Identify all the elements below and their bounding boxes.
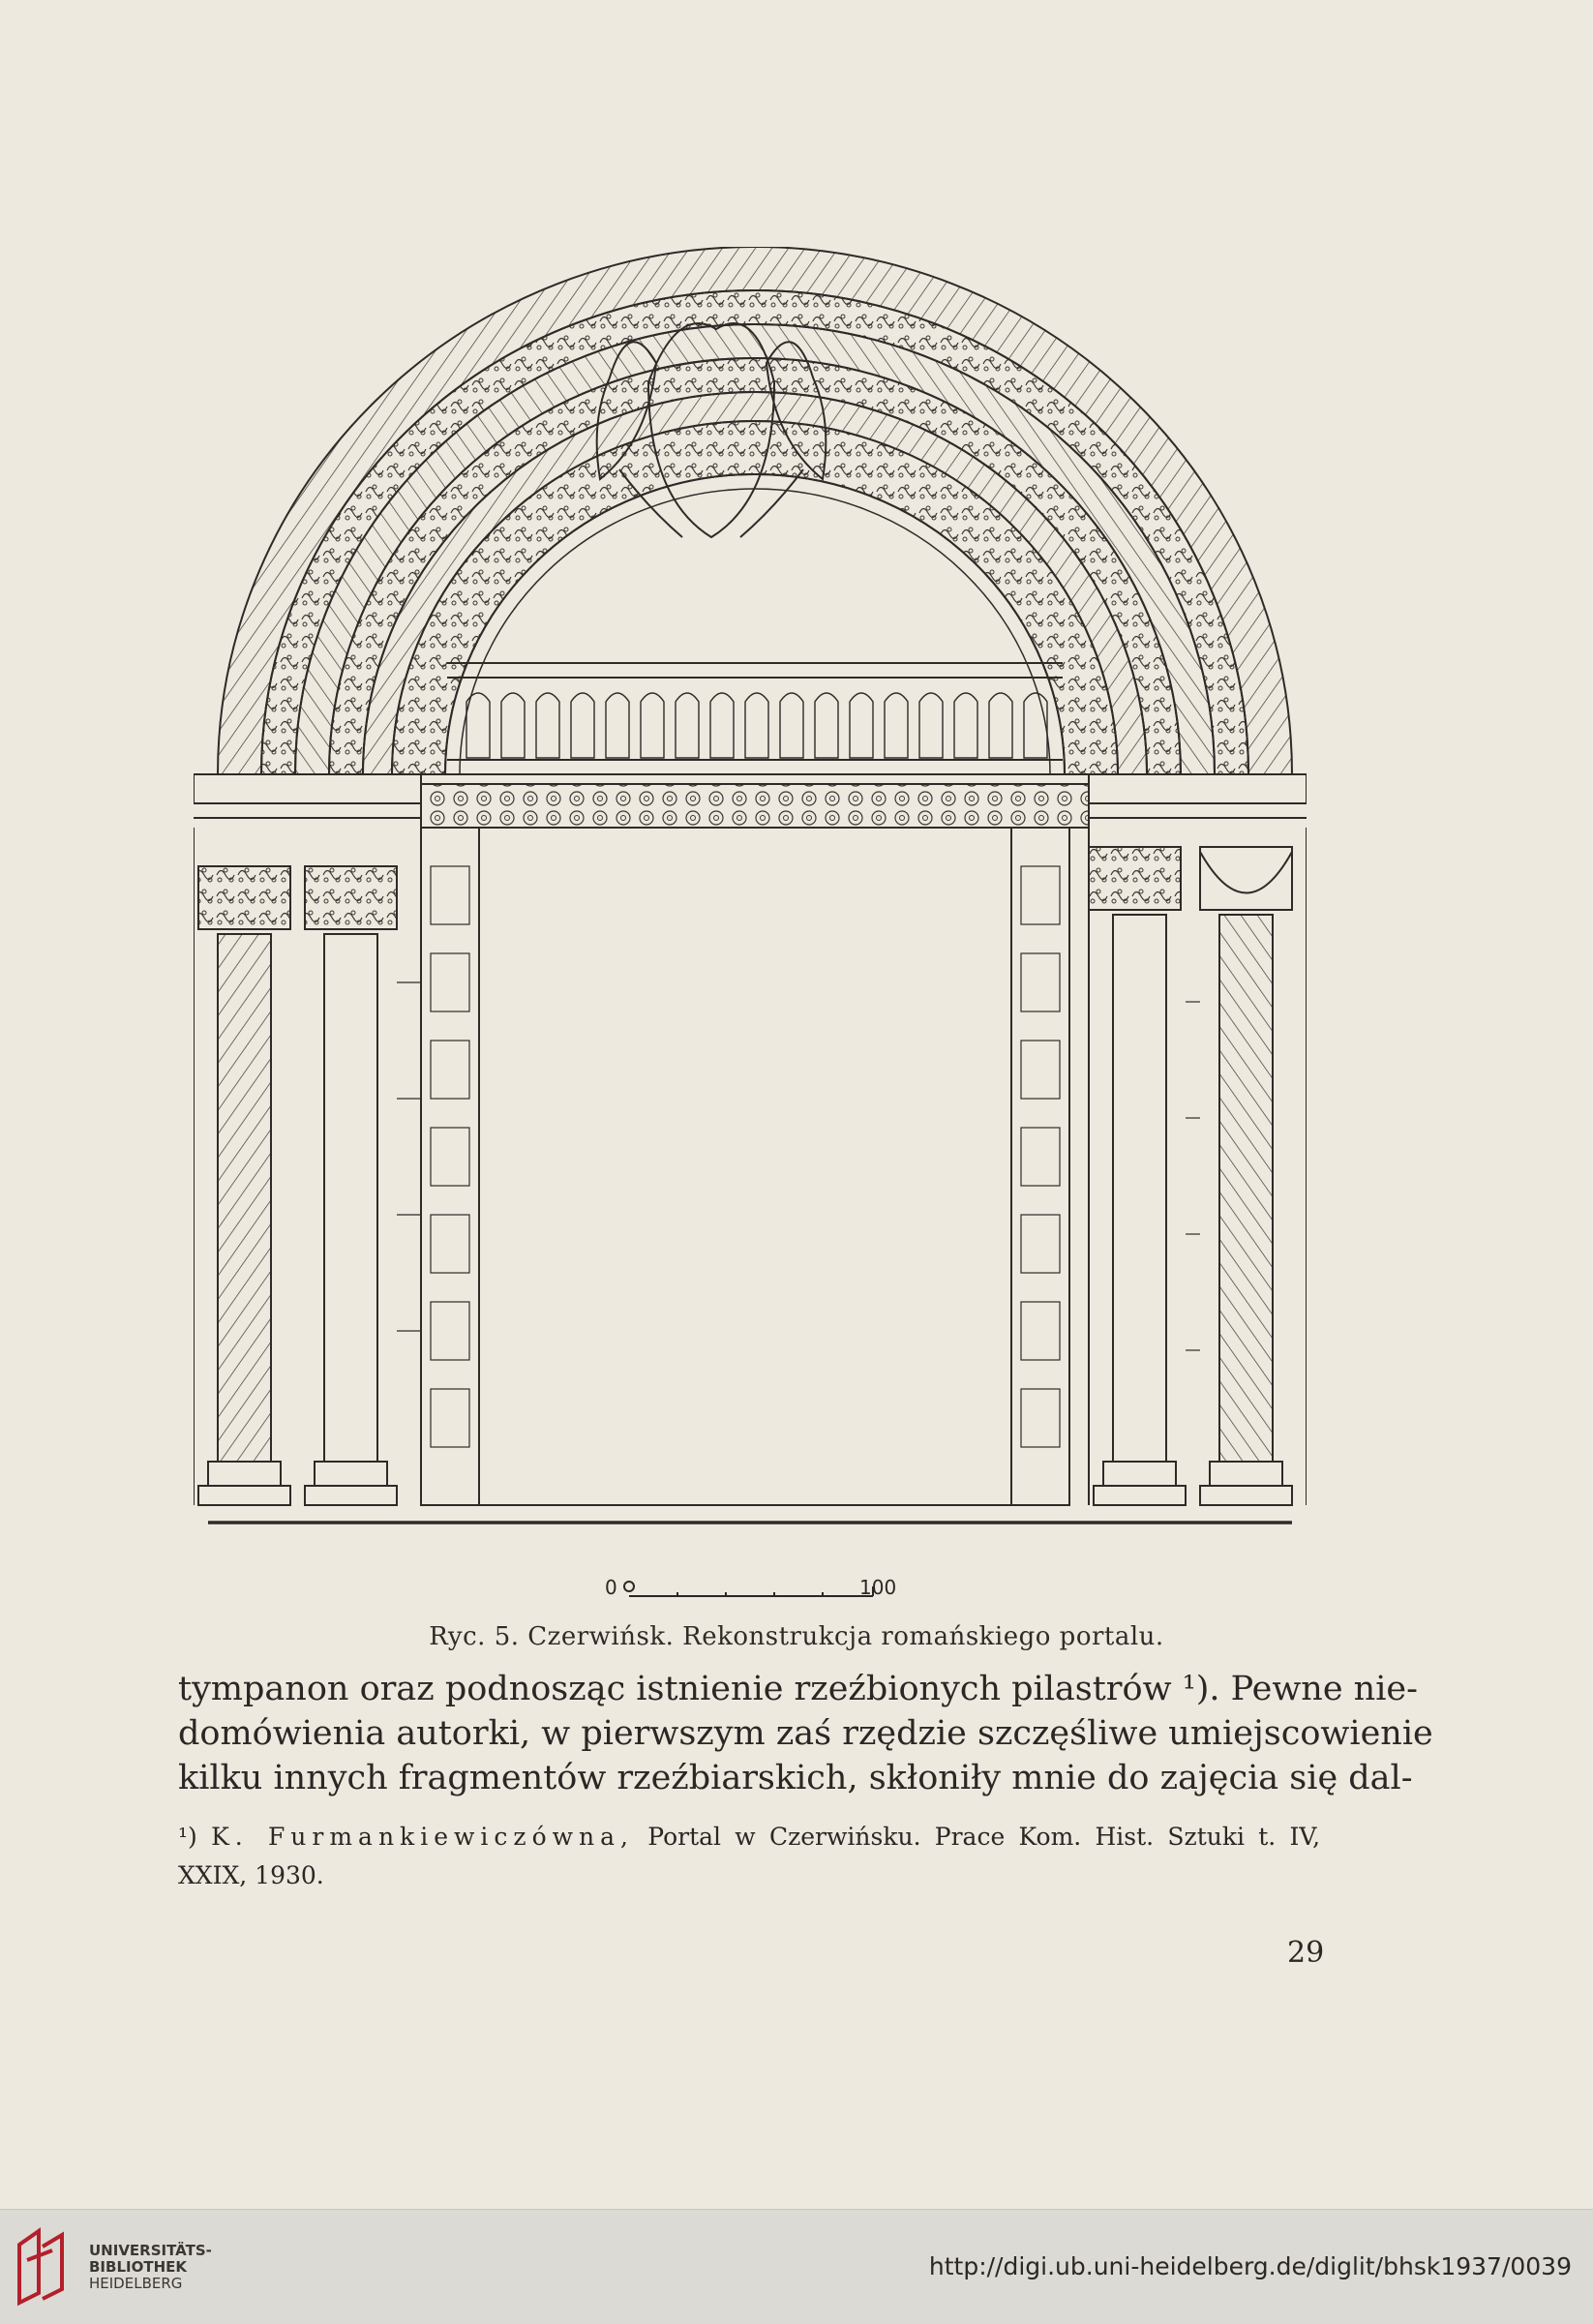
page-number: 29 (1287, 1936, 1325, 1970)
library-name (89, 2243, 212, 2292)
figure-caption: Ryc. 5. Czerwińsk. Rekonstrukcja romańskiego portalu. (429, 1622, 1164, 1651)
library-name-line: BIBLIOTHEK (89, 2258, 187, 2276)
scale-start-label: 0 (605, 1576, 617, 1599)
footnote-marker: ¹) (178, 1823, 197, 1851)
footnote-author: K. Furmankiewiczówna, (211, 1823, 634, 1851)
footnote-line (178, 1818, 1320, 1856)
body-line: tympanon oraz podnosząc istnienie rzeźbionych pilastrów ¹). Pewne nie- (178, 1670, 1418, 1708)
library-footer-bar (0, 2209, 1593, 2324)
portal-drawing (194, 247, 1307, 1544)
source-url[interactable]: http://digi.ub.uni-heidelberg.de/diglit/bhsk1937/0039 (928, 2252, 1572, 2280)
footnote (178, 1818, 1320, 1895)
library-logo-icon (14, 2225, 72, 2307)
body-line: kilku innych fragmentów rzeźbiarskich, skłoniły mnie do zajęcia się dal- (178, 1759, 1413, 1797)
body-paragraph (178, 1667, 1433, 1800)
scale-end-label: 100 (859, 1576, 897, 1599)
library-name-line: UNIVERSITÄTS- (89, 2242, 212, 2259)
footnote-line-2: XXIX, 1930. (178, 1861, 324, 1889)
scale-bar (619, 1573, 900, 1602)
body-line: domówienia autorki, w pierwszym zaś rzędzie szczęśliwe umiejscowienie (178, 1714, 1433, 1753)
library-name-line: HEIDELBERG (89, 2275, 183, 2292)
footnote-text: Portal w Czerwińsku. Prace Kom. Hist. Sztuki t. IV, (647, 1823, 1321, 1851)
